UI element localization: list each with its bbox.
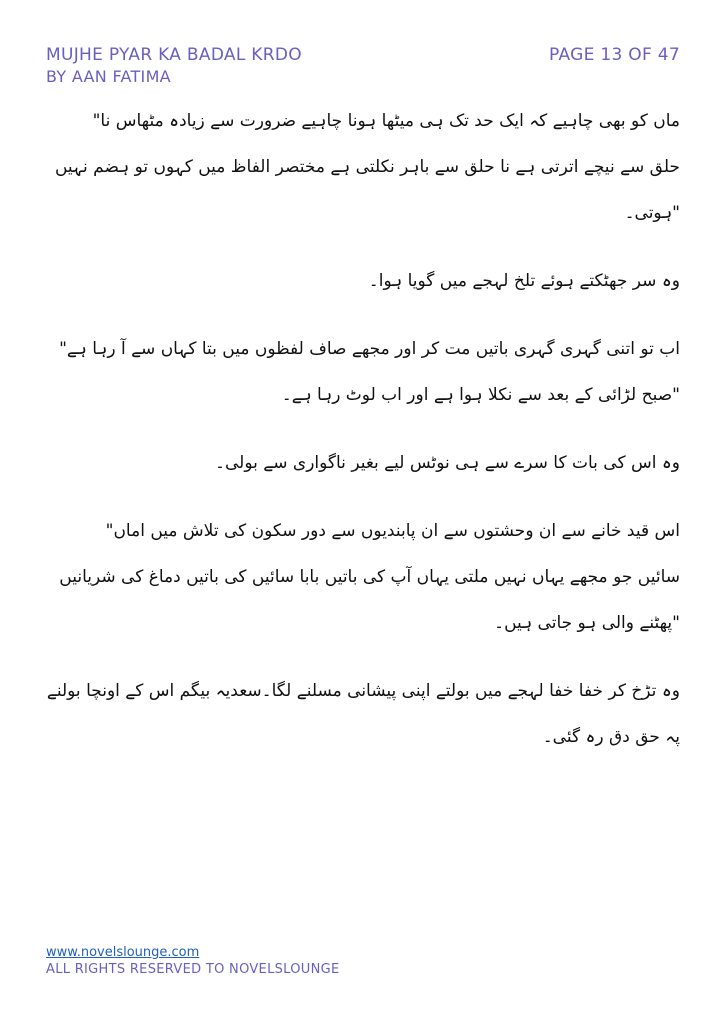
document-header <box>46 44 302 87</box>
text-line: حلق سے نیچے اترتی ہے نا حلق سے باہر نکلتی ہے مختصر الفاظ میں کہوں تو ہضم نہیں <box>54 157 680 177</box>
text-line: ماں کو بھی چاہیے کہ ایک حد تک ہی میٹھا ہونا چاہیے ضرورت سے زیادہ مٹھاس نا" <box>92 111 680 131</box>
rights-notice: ALL RIGHTS RESERVED TO NOVELSLOUNGE <box>46 962 340 977</box>
text-line: سائیں جو مجھے یہاں نہیں ملتی یہاں آپ کی باتیں بابا سائیں کی باتیں دماغ کی شریانیں <box>59 567 680 587</box>
text-line: پہ حق دق رہ گئی۔ <box>542 727 680 747</box>
paragraph-5 <box>46 508 680 646</box>
text-line: اس قید خانے سے ان وحشتوں سے ان پابندیوں سے دور سکون کی تلاش میں اماں" <box>105 521 680 541</box>
text-line: وہ سر جھٹکتے ہوئے تلخ لہجے میں گویا ہوا۔ <box>368 271 680 291</box>
text-line: اب تو اتنی گہری گہری باتیں مت کر اور مجھے صاف لفظوں میں بتا کہاں سے آ رہا ہے" <box>59 339 680 359</box>
text-line: وہ تڑخ کر خفا خفا لہجے میں بولتے اپنی پیشانی مسلنے لگا۔سعدیہ بیگم اس کے اونچا بولنے <box>46 681 680 701</box>
novel-title: MUJHE PYAR KA BADAL KRDO <box>46 45 302 65</box>
paragraph-4 <box>46 440 680 486</box>
text-line: "پھٹنے والی ہو جاتی ہیں۔ <box>494 613 680 633</box>
page-number: PAGE 13 OF 47 <box>549 45 680 65</box>
paragraph-3 <box>46 326 680 418</box>
document-footer <box>46 944 340 979</box>
text-line: "صبح لڑائی کے بعد سے نکلا ہوا ہے اور اب لوٹ رہا ہے۔ <box>281 385 680 405</box>
paragraph-1 <box>46 98 680 236</box>
paragraph-6 <box>46 668 680 760</box>
story-text <box>46 98 680 782</box>
text-line: وہ اس کی بات کا سرے سے ہی نوٹس لیے بغیر ناگواری سے بولی۔ <box>215 453 680 473</box>
website-link[interactable]: www.novelslounge.com <box>46 945 200 960</box>
paragraph-2 <box>46 258 680 304</box>
text-line: "ہوتی۔ <box>624 203 680 223</box>
novel-author: BY AAN FATIMA <box>46 67 171 86</box>
